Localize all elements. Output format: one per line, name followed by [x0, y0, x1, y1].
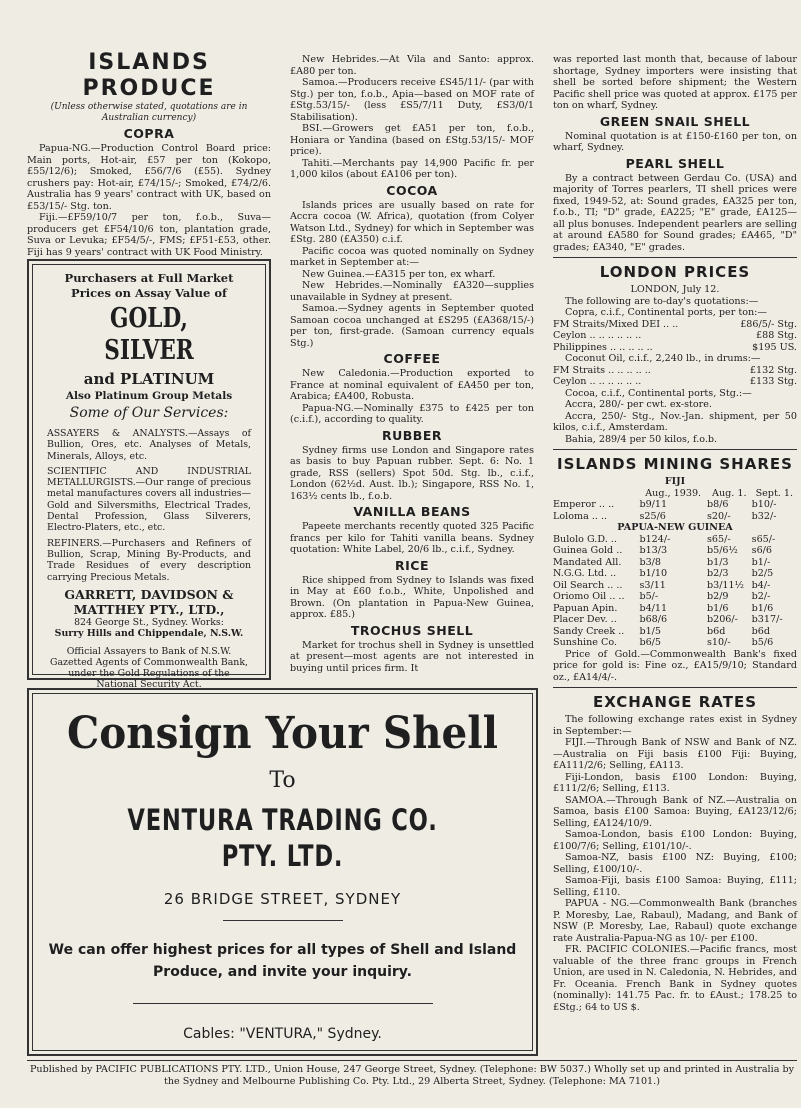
gold-silver-advert-inner	[32, 264, 266, 690]
ad1-service-refiners: REFINERS.—Purchasers and Refiners of Bullion, Scrap, Mining By-Products, and Trade Residues of every description carrying Precious Metals.	[47, 537, 251, 583]
exchange-para-4: SAMOA.—Through Bank of NZ.—Australia on Samoa, basis £100 Samoa: Buying, £A123/12/6; Selling, £A124/10/9.	[553, 794, 797, 829]
divider	[553, 449, 797, 450]
png-label: PAPUA-NEW GUINEA	[617, 522, 733, 533]
london-cocoa-2: Accra, 280/- per cwt. ex-store.	[565, 399, 712, 410]
ad1-platinum: and PLATINUM	[83, 370, 215, 388]
trochus-heading: TROCHUS SHELL	[350, 622, 474, 638]
column-2	[290, 54, 534, 674]
copra-heading: COPRA	[123, 126, 175, 141]
ad1-gold-silver: GOLD, SILVER	[104, 303, 194, 366]
price-cell: b68/6	[639, 614, 668, 625]
mining-shares-heading: ISLANDS MINING SHARES	[557, 455, 793, 473]
london-date: LONDON, July 12.	[630, 284, 720, 295]
price-cell: s65/-	[751, 533, 776, 545]
price-cell: s65/-	[706, 533, 731, 545]
exchange-para-2: FIJI.—Through Bank of NSW and Bank of NZ.—Australia on Fiji basis £100 Fiji: Buying, £A111/2/6; Selling, £A113.	[553, 737, 797, 771]
price-cell: b6/5	[639, 637, 662, 648]
fiji-label: FIJI	[664, 476, 686, 487]
table-row	[553, 580, 797, 592]
company-cell: Mandated All.	[553, 556, 622, 568]
price-cell: b1/10	[639, 568, 668, 579]
table-row	[553, 499, 797, 511]
table-row	[553, 557, 797, 569]
ad1-service-assayers: ASSAYERS & ANALYSTS.—Assays of Bullion, Ores, etc. Analyses of Metals, Minerals, Alloys, etc.	[47, 428, 251, 462]
table-row	[553, 603, 797, 615]
price-cell: b1/5	[639, 625, 662, 637]
cocoa-para-2: Pacific cocoa was quoted nominally on Sydney market in September at:—	[290, 245, 534, 268]
cocoa-para-1: Islands prices are usually based on rate for Accra cocoa (W. Africa), quotation (from Colyer Watson Ltd., Sydney) for which in September was £Stg. 280 (£A350) c.i.f.	[290, 199, 534, 245]
column-header: Aug., 1939.	[645, 487, 702, 499]
copra-samoa-para: Samoa.—Producers receive £S45/11/- (par with Stg.) per ton, f.o.b., Apia—based on MOF rate of £Stg.53/15/- (less £S5/7/11 Duty, £S3/0/1 Stabilisation).	[290, 77, 534, 123]
table-row	[553, 534, 797, 546]
london-cocoa-4: Bahia, 289/4 per 50 kilos, f.o.b.	[565, 433, 718, 445]
table-row	[553, 342, 797, 354]
gold-price-para: Price of Gold.—Commonwealth Bank's fixed price for gold is: Fine oz., £A15/9/10; Standard oz., £A14/4/-.	[553, 648, 797, 683]
table-row	[553, 614, 797, 626]
divider	[133, 1003, 433, 1004]
exchange-para-8: PAPUA - NG.—Commonwealth Bank (branches P. Moresby, Lae, Rabaul), Madang, and Bank of NSW (P. Moresby, Lae, Rabaul) quote exchange rate Australia-Papua-NG as 10/- per £100.	[553, 898, 797, 944]
table-row	[553, 545, 797, 557]
price-cell: b2/-	[751, 591, 771, 602]
gold-silver-advert	[27, 259, 271, 690]
rice-para: Rice shipped from Sydney to Islands was fixed in May at £60 f.o.b., White, Unpolished and Brown. (On plantation in Papua-New Guinea, approx. £85.)	[290, 574, 534, 620]
price-value: £133 Stg.	[749, 376, 797, 387]
price-cell: b3/8	[639, 556, 662, 568]
price-cell: b206/-	[706, 614, 738, 625]
price-cell: b6d	[706, 625, 726, 637]
price-cell: b317/-	[751, 614, 783, 625]
company-cell: Oriomo Oil .. ..	[553, 591, 625, 602]
divider	[553, 687, 797, 688]
rubber-para: Sydney firms use London and Singapore rates as basis to buy Papuan rubber. Sept. 6: No. 1 grade, RSS (sellers) Spot 50d. Stg. lb., c.i.f., London (62½d. Aust. lb.); Singapore, RSS No. 1, 163½ cents lb., f.o.b.	[290, 444, 534, 502]
cocoa-heading: COCOA	[386, 182, 438, 198]
copra-fiji-para: Fiji.—£F59/10/7 per ton, f.o.b., Suva—producers get £F54/10/6 ton, plantation grade, Suva or Levuka; £F54/5/-, FMS; £F51-£53, other. Fiji has 9 years' contract with UK Food Ministry.	[27, 212, 271, 258]
company-cell: Oil Search .. ..	[553, 579, 623, 591]
company-cell: Placer Dev. ..	[553, 614, 617, 625]
divider	[553, 257, 797, 258]
price-cell: b10/-	[751, 499, 777, 510]
ad2-to: To	[269, 768, 296, 793]
company-cell: Papuan Apin.	[553, 602, 618, 614]
column-header: Sept. 1.	[755, 487, 794, 499]
table-row	[553, 522, 797, 534]
london-oil-table	[553, 365, 797, 388]
coffee-heading: COFFEE	[383, 351, 441, 366]
divider	[223, 920, 343, 921]
price-cell: b1/3	[706, 556, 729, 568]
price-cell: b1/6	[751, 602, 774, 614]
green-snail-para: Nominal quotation is at £150-£160 per ton, on wharf, Sydney.	[553, 130, 797, 153]
london-cocoa-1: Cocoa, c.i.f., Continental ports, Stg.:—	[565, 387, 752, 399]
ventura-advert-inner	[32, 693, 533, 1051]
exchange-para-1: The following exchange rates exist in Sydney in September:—	[553, 714, 797, 737]
table-row	[553, 511, 797, 523]
price-cell: b5/6	[751, 637, 774, 648]
coffee-para-2: Papua-NG.—Nominally £375 to £425 per ton (c.i.f.), according to quality.	[290, 402, 534, 425]
london-copra-line: Copra, c.i.f., Continental ports, per ton:—	[565, 307, 767, 318]
page-title: ISLANDS PRODUCE	[82, 50, 216, 101]
company-cell: Emperor .. ..	[553, 499, 615, 510]
price-cell: b2/9	[706, 591, 729, 602]
vanilla-heading: VANILLA BEANS	[353, 504, 471, 519]
ad1-official-assayers: Official Assayers to Bank of N.S.W. Gazetted Agents of Commonwealth Bank, under the Gold Regulations of the National Security Act.	[49, 645, 249, 690]
ad1-services-heading: Some of Our Services:	[69, 405, 229, 421]
exchange-para-5: Samoa-London, basis £100 London: Buying, £100/7/6; Selling, £101/10/-.	[553, 829, 797, 852]
company-cell: N.G.G. Ltd. ..	[553, 568, 617, 579]
column-header: Aug. 1.	[712, 487, 747, 499]
copra-new-hebrides-para: New Hebrides.—At Vila and Santo: approx. £A80 per ton.	[290, 54, 534, 77]
ad2-company: VENTURA TRADING CO. PTY. LTD.	[127, 803, 438, 873]
ventura-advert	[27, 688, 538, 1056]
copra-bsi-para: BSI.—Growers get £A51 per ton, f.o.b., Honiara or Yandina (based on £Stg.53/15/- MOF price).	[290, 123, 534, 157]
price-cell: s25/6	[639, 510, 666, 522]
exchange-para-3: Fiji-London, basis £100 London: Buying, £111/2/6; Selling, £113.	[553, 771, 797, 794]
ad1-address-2	[47, 628, 251, 640]
green-snail-heading: GREEN SNAIL SHELL	[599, 113, 751, 129]
column-1	[27, 50, 271, 258]
ad1-purchasers-line: Purchasers at Full Market Prices on Assay Value of	[64, 271, 234, 300]
price-cell: b13/3	[639, 545, 668, 556]
company-cell: Bulolo G.D. ..	[553, 533, 617, 545]
price-cell: b4/-	[751, 579, 771, 591]
price-cell: b124/-	[639, 533, 671, 545]
table-row	[553, 591, 797, 603]
table-row	[553, 330, 797, 342]
company-cell: Sandy Creek ..	[553, 625, 625, 637]
price-cell: s3/11	[639, 579, 666, 591]
table-row	[553, 319, 797, 331]
ad2-headline: Consign Your Shell	[66, 708, 499, 759]
price-name: Philippines .. .. .. .. ..	[553, 341, 653, 353]
price-cell: b3/11½	[706, 579, 744, 591]
exchange-para-9: FR. PACIFIC COLONIES.—Pacific francs, most valuable of the three franc groups in French Union, are used in N. Caledonia, N. Hebrides, and Fr. Oceania. French Bank in Sydney quotes (nominally): 141.75 Pac. fr. to £Aust.; 178.25 to £Stg.; 64 to US $.	[553, 944, 797, 1013]
trochus-para: Market for trochus shell in Sydney is unsettled at present—most agents are not interested in buying until prices firm. It	[290, 639, 534, 674]
price-name: FM Straits/Mixed DEI .. ..	[553, 318, 679, 330]
ad2-cables: Cables: "VENTURA," Sydney.	[183, 1026, 382, 1042]
price-cell: b5/-	[639, 591, 659, 602]
table-header-row	[553, 488, 797, 500]
ad1-company-name: GARRETT, DAVIDSON & MATTHEY PTY., LTD.,	[64, 586, 234, 617]
price-cell: b1/-	[751, 556, 771, 568]
table-row	[553, 376, 797, 388]
exchange-rates-heading: EXCHANGE RATES	[592, 693, 758, 711]
pearl-shell-para: By a contract between Gerdau Co. (USA) and majority of Torres pearlers, TI shell prices were fixed, 1949-52, at: Sound grades, £A325 per ton, f.o.b., TI; "D" grade, £A225; "E" grade, £A125—all plus bonuses. Independent pearlers are selling at around £A580 for Sound grades; £A465, "D" grades; £A340, "E" grades.	[553, 172, 797, 253]
column-3	[553, 54, 797, 1013]
price-value: £86/5/- Stg.	[740, 318, 797, 330]
ad1-address-2-text: Surry Hills and Chippendale, N.S.W.	[54, 628, 244, 640]
ad1-also-line: Also Platinum Group Metals	[65, 390, 233, 402]
rubber-heading: RUBBER	[382, 427, 442, 443]
price-cell: s20/-	[706, 510, 731, 522]
coffee-para-1: New Caledonia.—Production exported to France at nominal equivalent of £A450 per ton, Arabica; £A400, Robusta.	[290, 368, 534, 402]
price-cell: s10/-	[706, 637, 731, 648]
price-value: £132 Stg.	[749, 364, 797, 376]
trochus-continued: was reported last month that, because of labour shortage, Sydney importers were insisting that shell be sorted before shipment; the Western Pacific shell price was quoted at approx. £175 per ton on wharf, Sydney.	[553, 54, 797, 111]
company-cell: Guinea Gold ..	[553, 545, 623, 556]
price-cell: b6d	[751, 625, 771, 637]
price-cell: b4/11	[639, 602, 668, 614]
price-cell: b5/6½	[706, 545, 738, 556]
price-cell: b8/6	[706, 499, 729, 510]
exchange-para-7: Samoa-Fiji, basis £100 Samoa: Buying, £111; Selling, £110.	[553, 875, 797, 898]
rice-heading: RICE	[395, 557, 429, 573]
london-cocoa-3: Accra, 250/- Stg., Nov.-Jan. shipment, per 50 kilos, c.i.f., Amsterdam.	[553, 410, 797, 433]
pearl-shell-heading: PEARL SHELL	[625, 155, 725, 171]
ad1-service-metallurgists: SCIENTIFIC AND INDUSTRIAL METALLURGISTS.—Our range of precious metal manufactures covers all industries—Gold and Silversmiths, Electrical Trades, Dental Profession, Glass Silverers, Electro-Platers, etc., etc.	[47, 465, 251, 534]
copra-tahiti-para: Tahiti.—Merchants pay 14,900 Pacific fr. per 1,000 kilos (about £A106 per ton).	[290, 157, 534, 180]
cocoa-para-4: New Hebrides.—Nominally £A320—supplies unavailable in Sydney at present.	[290, 280, 534, 303]
price-cell: s6/6	[751, 545, 773, 556]
price-cell: b2/5	[751, 568, 774, 579]
price-name: Ceylon .. .. .. .. .. ..	[553, 376, 642, 387]
cocoa-para-3: New Guinea.—£A315 per ton, ex wharf.	[302, 268, 496, 280]
copra-papua-para: Papua-NG.—Production Control Board price: Main ports, Hot-air, £57 per ton (Kokopo, £55/12/6); Smoked, £56/7/6 (£55). Sydney crushers pay: Hot-air, £74/15/-; Smoked, £74/2/6. Australia has 9 years' contract with UK, based on £53/15/- Stg. ton.	[27, 143, 271, 212]
price-cell: b1/6	[706, 602, 729, 614]
table-row	[553, 637, 797, 649]
ad1-address-1: 824 George St., Sydney. Works:	[74, 616, 224, 628]
ad2-offer: We can offer highest prices for all types of Shell and Island Produce, and invite your inquiry.	[48, 942, 517, 980]
table-row	[553, 365, 797, 377]
london-copra-table	[553, 319, 797, 354]
column-header	[553, 488, 639, 500]
company-cell: Sunshine Co.	[553, 637, 618, 648]
page-subtitle: (Unless otherwise stated, quotations are in Australian currency)	[50, 102, 248, 123]
cocoa-para-5: Samoa.—Sydney agents in September quoted Samoan cocoa unchanged at £S295 (£A368/15/-) per ton, first-grade. (Samoan currency equals Stg.)	[290, 303, 534, 349]
publisher-footer: Published by PACIFIC PUBLICATIONS PTY. LTD., Union House, 247 George Street, Sydney. (Telephone: BW 5037.) Wholly set up and printed in Australia by the Sydney and Melbourne Publishing Co. Pty. Ltd., 29 Alberta Street, Sydney. (Telephone: MA 7101.)	[27, 1060, 797, 1088]
ad2-street: 26 BRIDGE STREET, SYDNEY	[163, 890, 402, 908]
table-row	[553, 568, 797, 580]
london-intro: The following are to-day's quotations:—	[565, 295, 759, 307]
price-name: Ceylon .. .. .. .. .. ..	[553, 330, 642, 341]
table-row	[553, 626, 797, 638]
price-cell: b9/11	[639, 499, 668, 510]
london-coconut-line: Coconut Oil, c.i.f., 2,240 lb., in drums:—	[565, 353, 761, 364]
exchange-para-6: Samoa-NZ, basis £100 NZ: Buying, £100; Selling, £100/10/-.	[553, 852, 797, 875]
vanilla-para: Papeete merchants recently quoted 325 Pacific francs per kilo for Tahiti vanilla beans. Sydney quotation: White Label, 20/6 lb., c.i.f., Sydney.	[290, 521, 534, 555]
price-value: £88 Stg.	[756, 330, 797, 341]
price-name: FM Straits .. .. .. .. ..	[553, 364, 651, 376]
company-cell: Loloma .. ..	[553, 510, 608, 522]
price-value: $195 US.	[752, 341, 797, 353]
price-cell: b2/3	[706, 568, 729, 579]
mining-shares-table	[553, 488, 797, 649]
london-prices-heading: LONDON PRICES	[599, 263, 751, 281]
price-cell: b32/-	[751, 510, 777, 522]
